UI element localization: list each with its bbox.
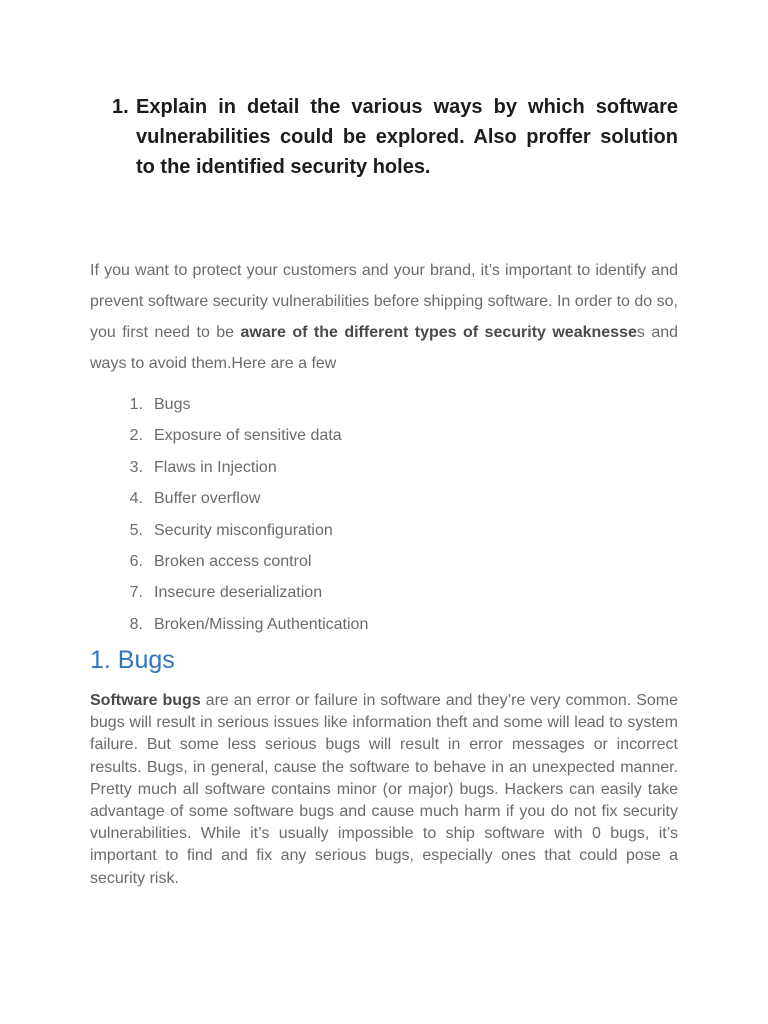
list-item-number: 6.	[129, 552, 143, 570]
list-item-number: 8.	[129, 615, 143, 633]
vulnerability-list	[90, 389, 490, 640]
list-item-label: Flaws in Injection	[154, 458, 277, 476]
list-item	[90, 515, 490, 546]
list-item-number: 1.	[129, 396, 143, 413]
question-heading	[112, 92, 678, 182]
list-item-number: 3.	[129, 458, 143, 476]
list-item-label: Broken/Missing Authentication	[154, 615, 369, 633]
list-item	[90, 546, 490, 577]
intro-paragraph	[90, 255, 678, 379]
list-item-number: 4.	[129, 490, 143, 508]
list-item	[90, 609, 490, 640]
list-item	[90, 483, 490, 514]
list-item-label: Insecure deserialization	[154, 584, 323, 602]
list-item-number: 5.	[129, 521, 143, 539]
question-number: 1.	[112, 96, 129, 118]
list-item	[90, 577, 490, 608]
list-item-label: Exposure of sensitive data	[154, 427, 342, 445]
section-body-paragraph	[90, 690, 678, 890]
list-item	[90, 420, 490, 451]
section-heading-bugs: 1. Bugs	[90, 646, 175, 674]
list-item-label: Buffer overflow	[154, 490, 261, 508]
section-body-text: are an error or failure in software and they’re very common. Some bugs will result in serious issues like information theft and some will lead to system failure. But some less serious bugs will result in error messages or incorrect results. Bugs, in general, cause the software to behave in an unexpected manner. Pretty much all software contains minor (or major) bugs. Hackers can easily take advantage of some software bugs and cause much harm if you do not fix security vulnerabilities. While it’s usually impossible to ship software with 0 bugs, it’s important to find and fix any serious bugs, especially ones that could pose a security risk.	[90, 692, 679, 887]
list-item-label: Security misconfiguration	[154, 521, 333, 539]
list-item-label: Broken access control	[154, 552, 312, 570]
list-item-number: 2.	[129, 427, 143, 445]
list-item	[90, 452, 490, 483]
intro-text-end: s and ways to avoid them.Here are a few	[90, 324, 679, 372]
intro-text-start: If you want to protect your customers and your brand, it’s important to identify and prevent software security vulnerabilities before shipping software. In order to do so, you first need to be	[90, 262, 678, 341]
list-item	[90, 389, 490, 420]
section-lead-bold: Software bugs	[90, 692, 201, 709]
intro-bold-phrase: aware of the different types of security weaknesse	[240, 324, 637, 341]
question-text: Explain in detail the various ways by which software vulnerabilities could be explored. Also proffer solution to the identified security holes.	[136, 96, 678, 178]
list-item-number: 7.	[129, 584, 143, 602]
list-item-label: Bugs	[154, 396, 191, 413]
